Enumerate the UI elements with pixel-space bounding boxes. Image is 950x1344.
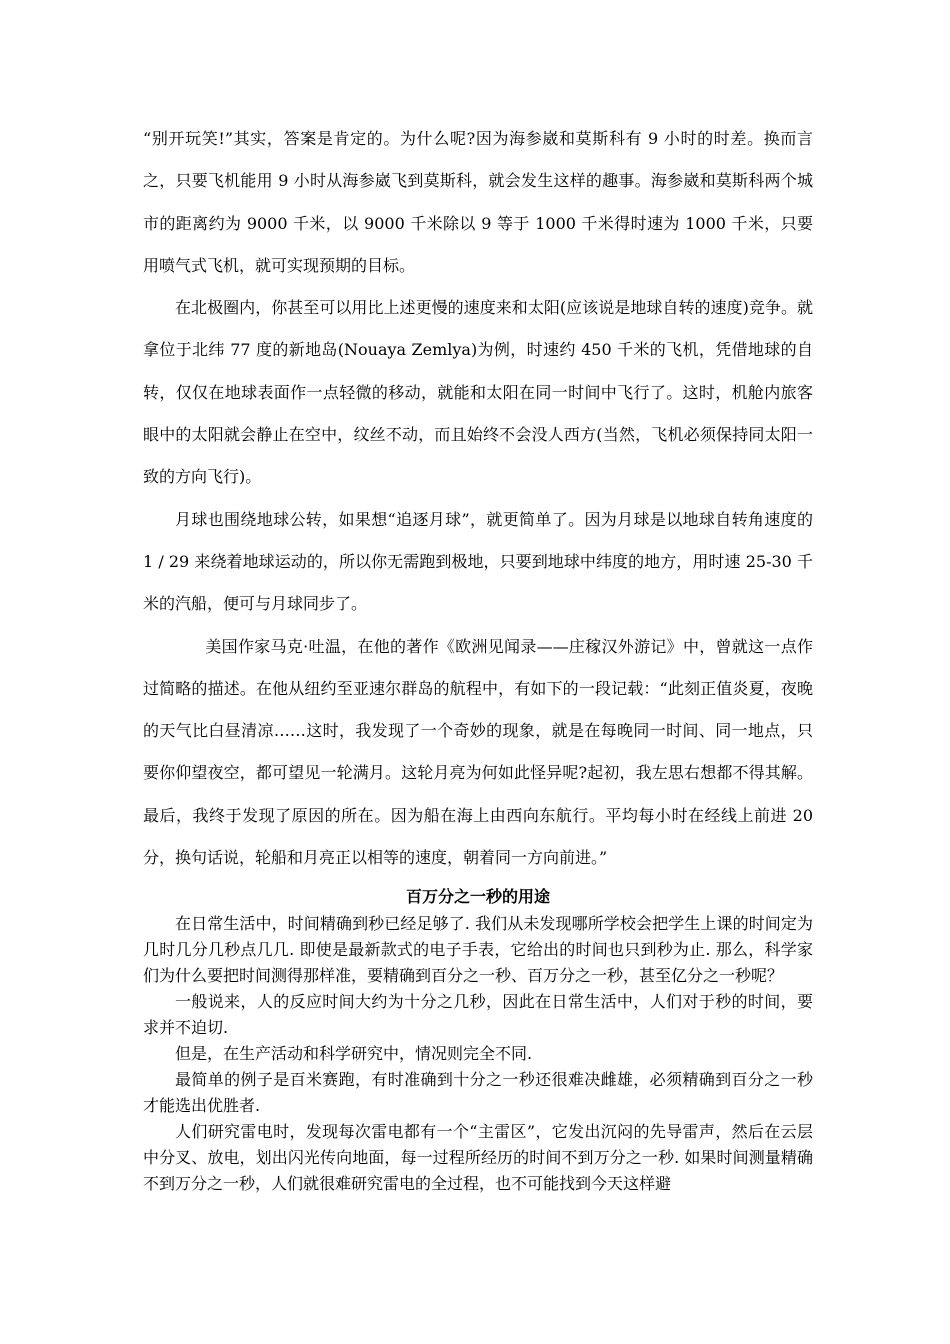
paragraph-lightning-research: 人们研究雷电时，发现每次雷电都有一个“主雷区”，它发出沉闷的先导雷声，然后在云层中分叉、放电，划出闪光传向地面，每一过程所经历的时间不到万分之一秒. 如果时间测量精确不到万分之一秒，人们就很难研究雷电的全过程，也不可能找到今天这样避 (143, 1122, 813, 1193)
section-title: 百万分之一秒的用途 (405, 887, 550, 906)
paragraph-arctic-circle: 在北极圈内，你甚至可以用比上述更慢的速度来和太阳(应该说是地球自转的速度)竞争。就拿位于北纬 77 度的新地岛(Nouaya Zemlya)为例，时速约 450 千米的飞机，凭借地球的自转，仅仅在地球表面作一点轻微的移动，就能和太阳在同一时间中飞行了。这时，机舱内旅客眼中的太阳就会静止在空中，纹丝不动，而且始终不会没人西方(当然，飞机必须保持同太阳一致的方向飞行)。 (143, 298, 813, 487)
paragraph-sprint-example: 最简单的例子是百米赛跑，有时准确到十分之一秒还很难决雌雄，必须精确到百分之一秒才能选出优胜者. (143, 1070, 813, 1115)
paragraph-daily-life-seconds: 在日常生活中，时间精确到秒已经足够了. 我们从未发现哪所学校会把学生上课的时间定为几时几分几秒点几几. 即使是最新款式的电子手表，它给出的时间也只到秒为止. 那么，科学家们为什么要把时间测得那样准，要精确到百分之一秒、百万分之一秒，甚至亿分之一秒呢？ (143, 914, 813, 985)
paragraph-mark-twain: 美国作家马克·吐温，在他的著作《欧洲见闻录——庄稼汉外游记》中，曾就这一点作过简略的描述。在他从纽约至亚速尔群岛的航程中，有如下的一段记载：“此刻正值炎夏，夜晚的天气比白昼清凉……这时，我发现了一个奇妙的现象，就是在每晚同一时间、同一地点，只要你仰望夜空，都可望见一轮满月。这轮月亮为何如此怪异呢?起初，我左思右想都不得其解。最后，我终于发现了原因的所在。因为船在海上由西向东航行。平均每小时在经线上前进 20 分，换句话说，轮船和月亮正以相等的速度，朝着同一方向前进。” (143, 636, 813, 868)
paragraph-vladivostok-moscow: “别开玩笑!”其实，答案是肯定的。为什么呢?因为海参崴和莫斯科有 9 小时的时差。换而言之，只要飞机能用 9 小时从海参崴飞到莫斯科，就会发生这样的趣事。海参崴和莫斯科两个城市的距离约为 9000 千米，以 9000 千米除以 9 等于 1000 千米得时速为 1000 千米，只要用喷气式飞机，就可实现预期的目标。 (143, 129, 813, 275)
paragraph-reaction-time: 一般说来，人的反应时间大约为十分之几秒，因此在日常生活中，人们对于秒的时间，要求并不迫切. (143, 992, 813, 1037)
paragraph-chasing-moon: 月球也围绕地球公转，如果想“追逐月球”，就更简单了。因为月球是以地球自转角速度的 1 / 29 来绕着地球运动的，所以你无需跑到极地，只要到地球中纬度的地方，用时速 25-30 千米的汽船，便可与月球同步了。 (143, 509, 813, 614)
paragraph-production-research: 但是，在生产活动和科学研究中，情况则完全不同. (175, 1044, 533, 1063)
section-time-zone-article (143, 118, 813, 879)
section-microsecond-article (143, 911, 813, 1197)
